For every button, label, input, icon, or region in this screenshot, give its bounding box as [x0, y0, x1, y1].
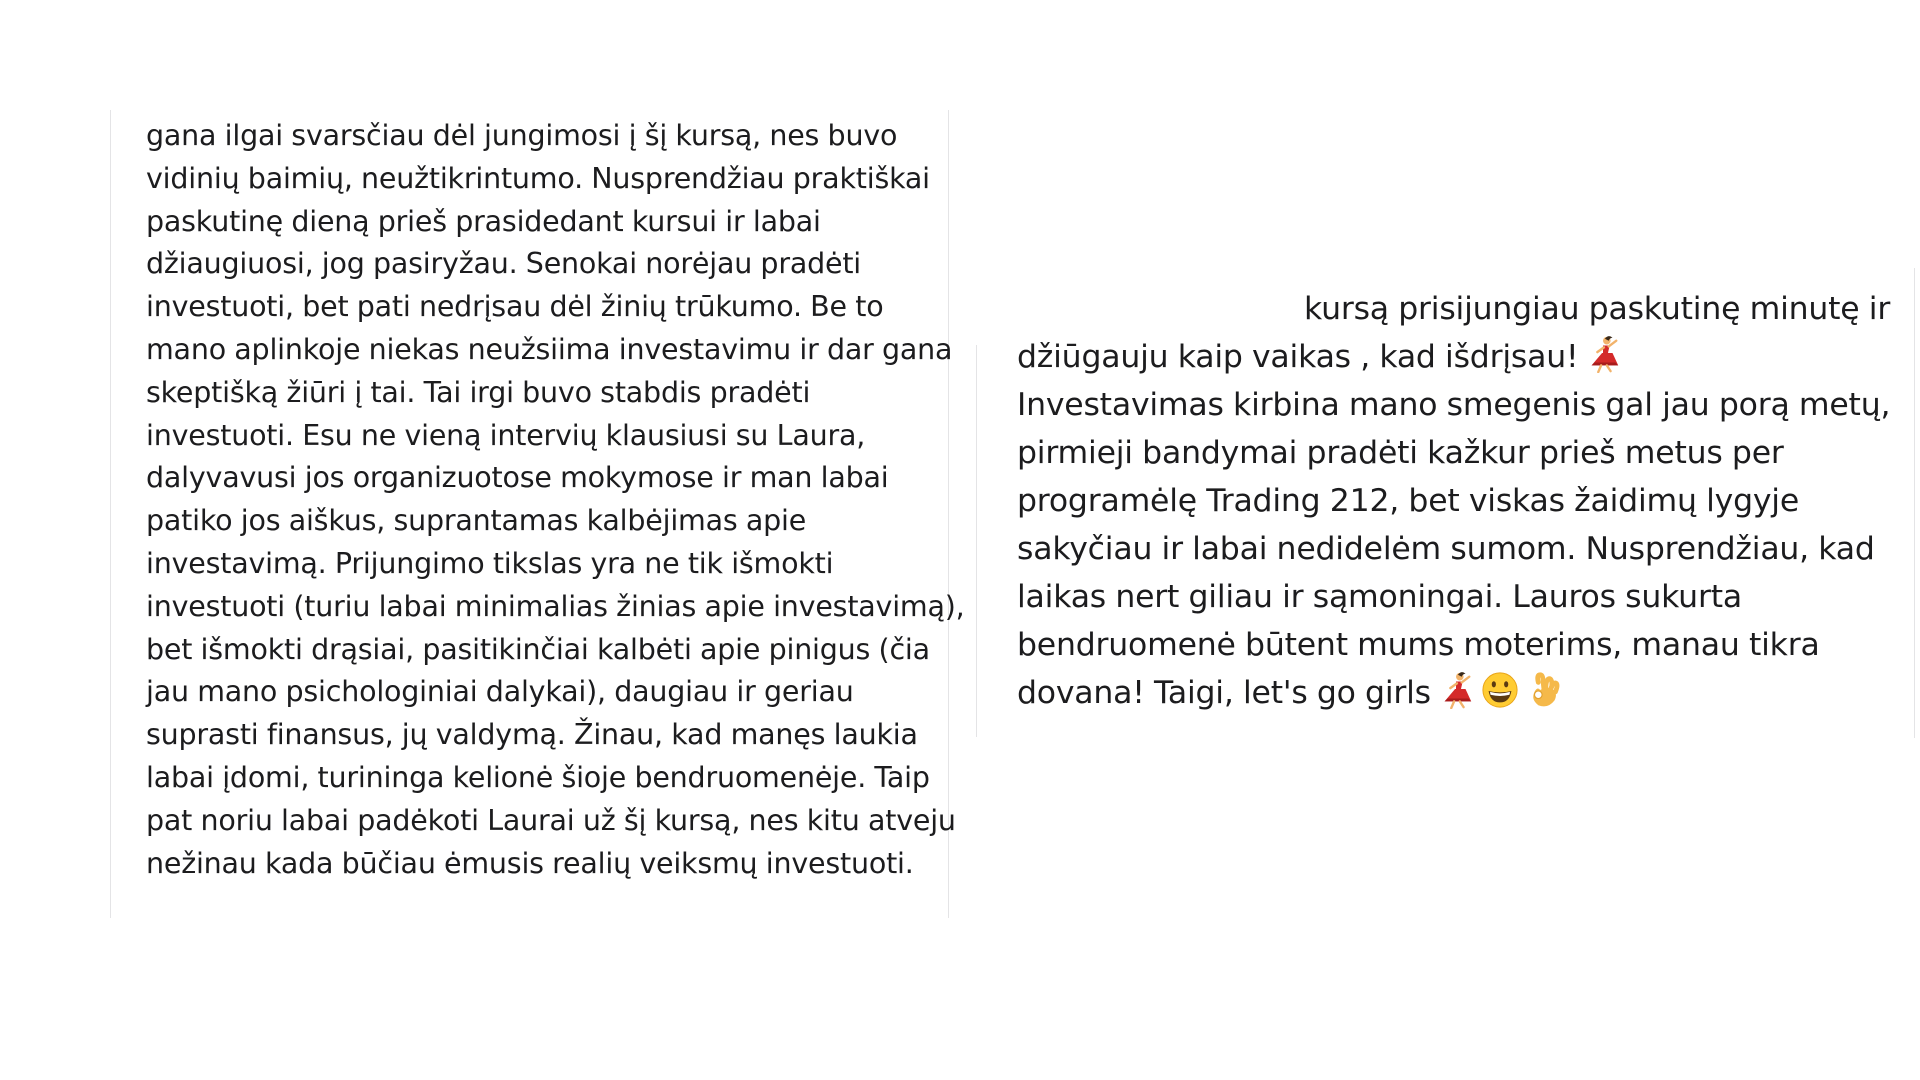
post-text-line: kursą prisijungiau paskutinę minutę ir	[1304, 291, 1891, 327]
right-testimonial-post	[1017, 285, 1890, 717]
post-text-line: pirmieji bandymai pradėti kažkur prieš metus per	[1017, 435, 1784, 471]
post-text-line	[1017, 669, 1890, 717]
post-text: džiūgauju kaip vaikas , kad išdrįsau!	[1017, 339, 1579, 375]
grinning-face-emoji	[1481, 671, 1519, 709]
post-text-line: bet išmokti drąsiai, pasitikinčiai kalbėti apie pinigus (čia	[146, 632, 930, 666]
post-text-line: Investavimas kirbina mano smegenis gal jau porą metų,	[1017, 387, 1891, 423]
post-text-line: investuoti, bet pati nedrįsau dėl žinių trūkumo. Be to	[146, 290, 884, 324]
post-text-line: dalyvavusi jos organizuotose mokymose ir man labai	[146, 461, 889, 495]
post-text-line: bendruomenė būtent mums moterims, manau tikra	[1017, 627, 1820, 663]
right-panel-border-left	[976, 345, 977, 737]
post-text-line: paskutinę dieną prieš prasidedant kursui ir labai	[146, 204, 821, 238]
post-text-line: nežinau kada būčiau ėmusis realių veiksmų investuoti.	[146, 846, 914, 880]
post-text-line: programėlę Trading 212, bet viskas žaidimų lygyje	[1017, 483, 1800, 519]
post-text-line: skeptišką žiūri į tai. Tai irgi buvo stabdis pradėti	[146, 375, 811, 409]
ok-hand-emoji	[1525, 671, 1563, 709]
post-text-line: vidinių baimių, neužtikrintumo. Nusprendžiau praktiškai	[146, 161, 930, 195]
dancer-emoji	[1437, 671, 1475, 709]
post-text-line: investavimą. Prijungimo tikslas yra ne tik išmokti	[146, 546, 834, 580]
left-panel-border	[110, 110, 111, 918]
post-text-line: sakyčiau ir labai nedidelėm sumom. Nusprendžiau, kad	[1017, 531, 1875, 567]
post-text-line: laikas nert giliau ir sąmoningai. Lauros sukurta	[1017, 579, 1742, 615]
post-text-line: investuoti. Esu ne vieną intervių klausiusi su Laura,	[146, 418, 866, 452]
dancer-emoji	[1584, 335, 1622, 373]
post-text-line: mano aplinkoje niekas neužsiima investavimu ir dar gana	[146, 332, 953, 366]
post-text-line: pat noriu labai padėkoti Laurai už šį kursą, nes kitu atveju	[146, 803, 956, 837]
post-text-line: džiaugiuosi, jog pasiryžau. Senokai norėjau pradėti	[146, 247, 862, 281]
right-panel-border-right	[1914, 268, 1915, 738]
post-text-line: suprasti finansus, jų valdymą. Žinau, kad manęs laukia	[146, 718, 918, 752]
post-text-line: patiko jos aiškus, suprantamas kalbėjimas apie	[146, 504, 807, 538]
post-text-line	[1017, 333, 1890, 381]
post-text-line: labai įdomi, turininga kelionė šioje bendruomenėje. Taip	[146, 760, 930, 794]
post-text: dovana! Taigi, let's go girls	[1017, 675, 1431, 711]
post-text-line: gana ilgai svarsčiau dėl jungimosi į šį kursą, nes buvo	[146, 119, 898, 152]
left-testimonial-post	[146, 115, 965, 885]
post-text-line: investuoti (turiu labai minimalias žinias apie investavimą),	[146, 589, 965, 623]
post-text-line: jau mano psichologiniai dalykai), daugiau ir geriau	[146, 675, 854, 709]
